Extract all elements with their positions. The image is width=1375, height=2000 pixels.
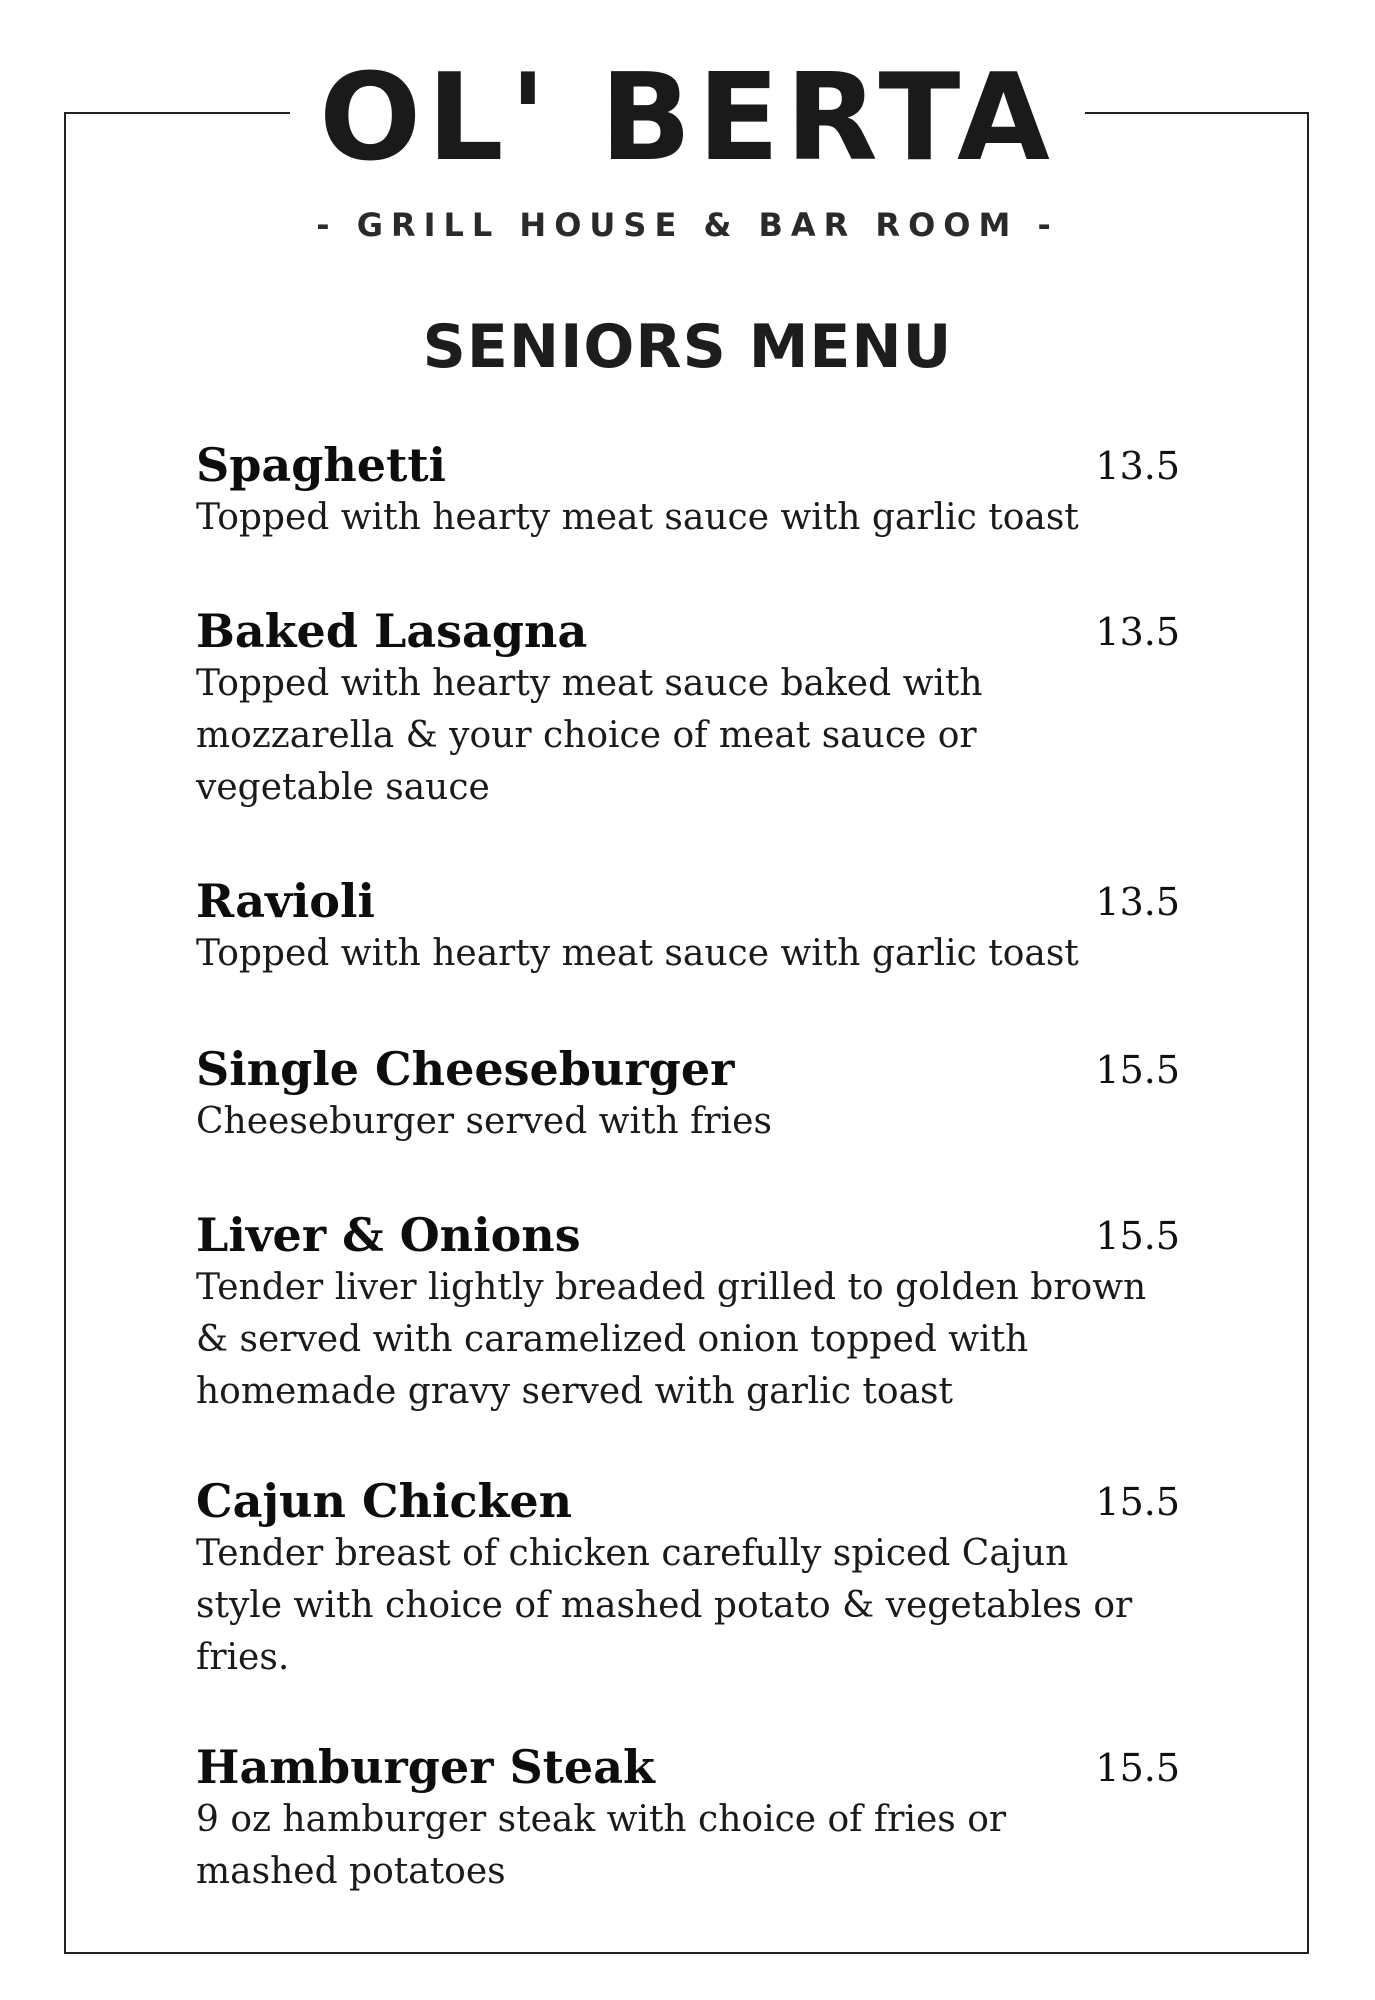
menu-item-price: 13.5: [1095, 880, 1180, 924]
restaurant-header: [290, 40, 1085, 250]
restaurant-tagline: - GRILL HOUSE & BAR ROOM -: [316, 206, 1059, 244]
menu-item-price: 13.5: [1095, 610, 1180, 654]
menu-item-price: 13.5: [1095, 444, 1180, 488]
menu-item-name: Cajun Chicken: [196, 1474, 573, 1528]
menu-item-name: Hamburger Steak: [196, 1740, 655, 1794]
menu-item-description: Topped with hearty meat sauce with garlic toast: [196, 497, 1079, 538]
menu-item-description: Tender breast of chicken carefully spiced Cajun style with choice of mashed potato & vegetables or fries.: [196, 1533, 1133, 1678]
menu-item-description: Topped with hearty meat sauce with garlic toast: [196, 933, 1079, 974]
restaurant-logo: OL' BERTA: [319, 49, 1056, 188]
menu-item-price: 15.5: [1095, 1746, 1180, 1790]
menu-item-description: 9 oz hamburger steak with choice of fries or mashed potatoes: [196, 1799, 1007, 1892]
menu-item-description: Tender liver lightly breaded grilled to golden brown & served with caramelized onion topped with homemade gravy served with garlic toast: [196, 1267, 1147, 1412]
menu-item-single-cheeseburger: [196, 1042, 1180, 1148]
menu-item-liver-onions: [196, 1208, 1180, 1418]
menu-title: SENIORS MENU: [422, 312, 953, 382]
menu-item-name: Single Cheeseburger: [196, 1042, 735, 1096]
menu-item-name: Liver & Onions: [196, 1208, 581, 1262]
menu-item-name: Spaghetti: [196, 438, 447, 492]
menu-item-cajun-chicken: [196, 1474, 1180, 1684]
menu-item-price: 15.5: [1095, 1480, 1180, 1524]
menu-item-name: Baked Lasagna: [196, 604, 588, 658]
menu-item-price: 15.5: [1095, 1214, 1180, 1258]
menu-item-description: Topped with hearty meat sauce baked with mozzarella & your choice of meat sauce or vegetable sauce: [196, 663, 983, 808]
menu-item-name: Ravioli: [196, 874, 375, 928]
menu-item-ravioli: [196, 874, 1180, 980]
menu-item-spaghetti: [196, 438, 1180, 544]
menu-item-description: Cheeseburger served with fries: [196, 1101, 772, 1142]
menu-item-hamburger-steak: [196, 1740, 1180, 1898]
menu-item-baked-lasagna: [196, 604, 1180, 814]
menu-item-price: 15.5: [1095, 1048, 1180, 1092]
